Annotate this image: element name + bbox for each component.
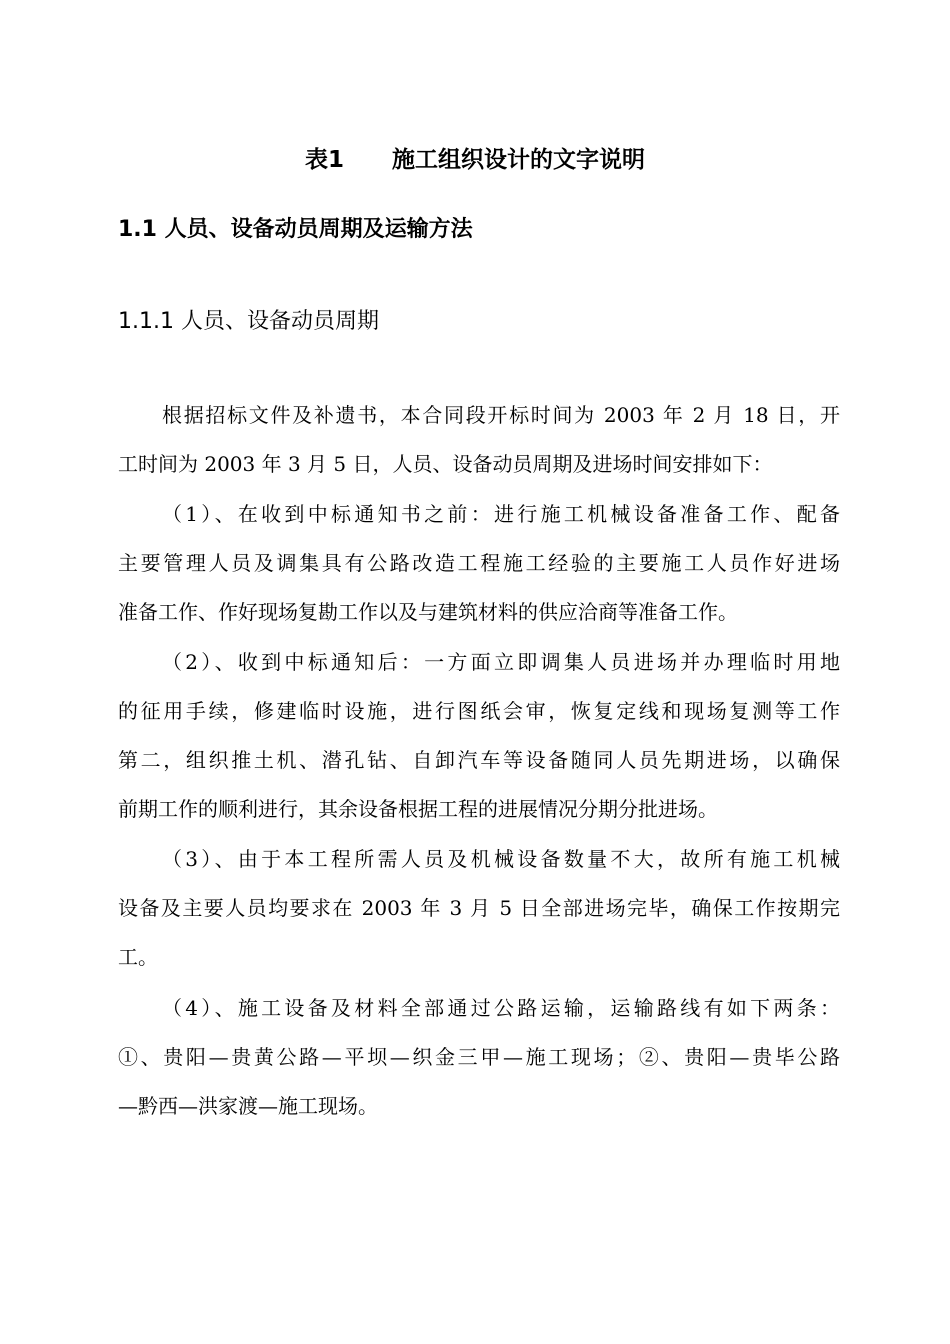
paragraph-line: （1）、在收到中标通知书之前：进行施工机械设备准备工作、配备 [162,502,840,526]
paragraph-line: 工时间为 2003 年 3 月 5 日，人员、设备动员周期及进场时间安排如下： [118,452,773,476]
paragraph-line: （4）、施工设备及材料全部通过公路运输，运输路线有如下两条： [162,996,840,1020]
paragraph-line: 根据招标文件及补遗书，本合同段开标时间为 2003 年 2 月 18 日，开 [162,403,840,427]
paragraph-line: 前期工作的顺利进行，其余设备根据工程的进展情况分期分批进场。 [118,797,718,821]
paragraph-line: （2）、收到中标通知后：一方面立即调集人员进场并办理临时用地 [162,650,840,674]
section-heading: 1.1 人员、设备动员周期及运输方法 [118,217,473,242]
paragraph-line: （3）、由于本工程所需人员及机械设备数量不大，故所有施工机械 [162,847,840,871]
paragraph-line: 的征用手续，修建临时设施，进行图纸会审，恢复定线和现场复测等工作 [118,699,840,723]
paragraph-line: 设备及主要人员均要求在 2003 年 3 月 5 日全部进场完毕，确保工作按期完 [118,896,840,920]
paragraph-line: 第二，组织推土机、潜孔钻、自卸汽车等设备随同人员先期进场，以确保 [118,748,840,772]
paragraph-line: 准备工作、作好现场复勘工作以及与建筑材料的供应洽商等准备工作。 [118,600,738,624]
paragraph-line: —黔西—洪家渡—施工现场。 [118,1094,378,1118]
subsection-heading: 1.1.1 人员、设备动员周期 [118,309,379,334]
paragraph-line: ①、贵阳—贵黄公路—平坝—织金三甲—施工现场；②、贵阳—贵毕公路 [118,1045,840,1069]
paragraph-line: 工。 [118,945,158,969]
table-title: 表1 施工组织设计的文字说明 [304,147,646,173]
paragraph-line: 主要管理人员及调集具有公路改造工程施工经验的主要施工人员作好进场 [118,551,840,575]
